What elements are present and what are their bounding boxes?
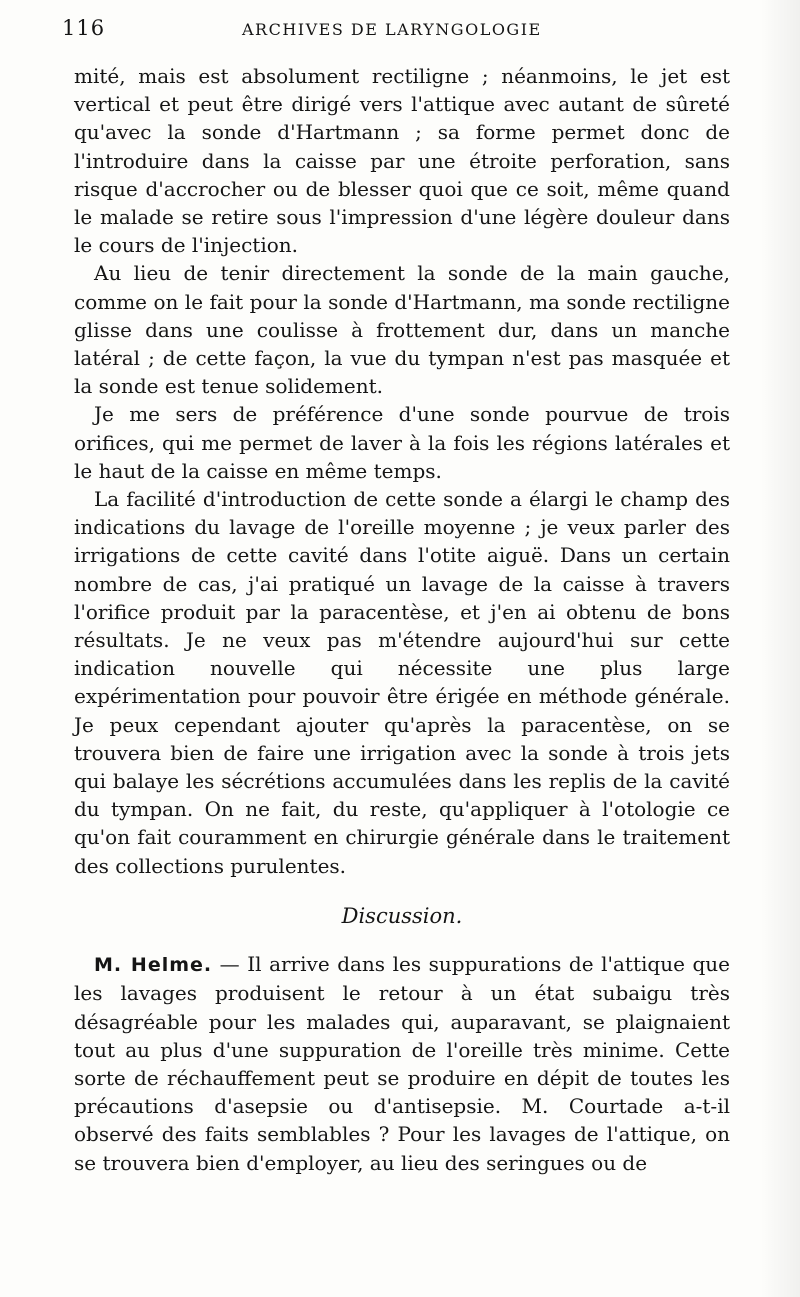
- paragraph-continued: mité, mais est absolument rectiligne ; néanmoins, le jet est vertical et peut être dirigé vers l'attique avec autant de sûreté qu'avec la sonde d'Hartmann ; sa forme permet donc de l'introduire dans la caisse par une étroite perforation, sans risque d'accrocher ou de blesser quoi que ce soit, même quand le malade se retire sous l'impression d'une légère douleur dans le cours de l'injection.: [74, 64, 730, 258]
- running-head: ARCHIVES DE LARYNGOLOGIE: [242, 20, 542, 39]
- body-text: [74, 62, 730, 1177]
- speaker-name: M. Helme.: [94, 954, 213, 977]
- discussion-text: — Il arrive dans les suppurations de l'attique que les lavages produisent le retour à un état subaigu très désagréable pour les malades qui, auparavant, se plaignaient tout au plus d'une suppuration de l'oreille très minime. Cette sorte de réchauffement peut se produire en dépit de toutes les précautions d'asepsie ou d'antisepsie. M. Courtade a-t-il observé des faits semblables ? Pour les lavages de l'attique, on se trouvera bien d'employer, au lieu des seringues ou de: [74, 952, 730, 1175]
- paragraph: Au lieu de tenir directement la sonde de la main gauche, comme on le fait pour la sonde d'Hartmann, ma sonde rectiligne glisse dans une coulisse à frottement dur, dans un manche latéral ; de cette façon, la vue du tympan n'est pas masquée et la sonde est tenue solidement.: [74, 261, 730, 399]
- paragraph: La facilité d'introduction de cette sonde a élargi le champ des indications du lavage de l'oreille moyenne ; je veux parler des irrigations de cette cavité dans l'otite aiguë. Dans un certain nombre de cas, j'ai pratiqué un lavage de la caisse à travers l'orifice produit par la paracentèse, et j'en ai obtenu de bons résultats. Je ne veux pas m'étendre aujourd'hui sur cette indication nouvelle qui nécessite une plus large expérimentation pour pouvoir être érigée en méthode générale. Je peux cependant ajouter qu'après la paracentèse, on se trouvera bien de faire une irrigation avec la sonde à trois jets qui balaye les sécrétions accumulées dans les replis de la cavité du tympan. On ne fait, du reste, qu'appliquer à l'otologie ce qu'on fait couramment en chirurgie générale dans le traitement des collections purulentes.: [74, 487, 730, 878]
- section-title: Discussion.: [341, 903, 463, 928]
- page-header: [62, 16, 748, 46]
- page-edge-shadow: [760, 0, 800, 1297]
- discussion-paragraph: [74, 950, 730, 1177]
- paragraph: Je me sers de préférence d'une sonde pourvue de trois orifices, qui me permet de laver à la fois les régions latérales et le haut de la caisse en même temps.: [74, 402, 730, 483]
- page-number: 116: [62, 16, 106, 40]
